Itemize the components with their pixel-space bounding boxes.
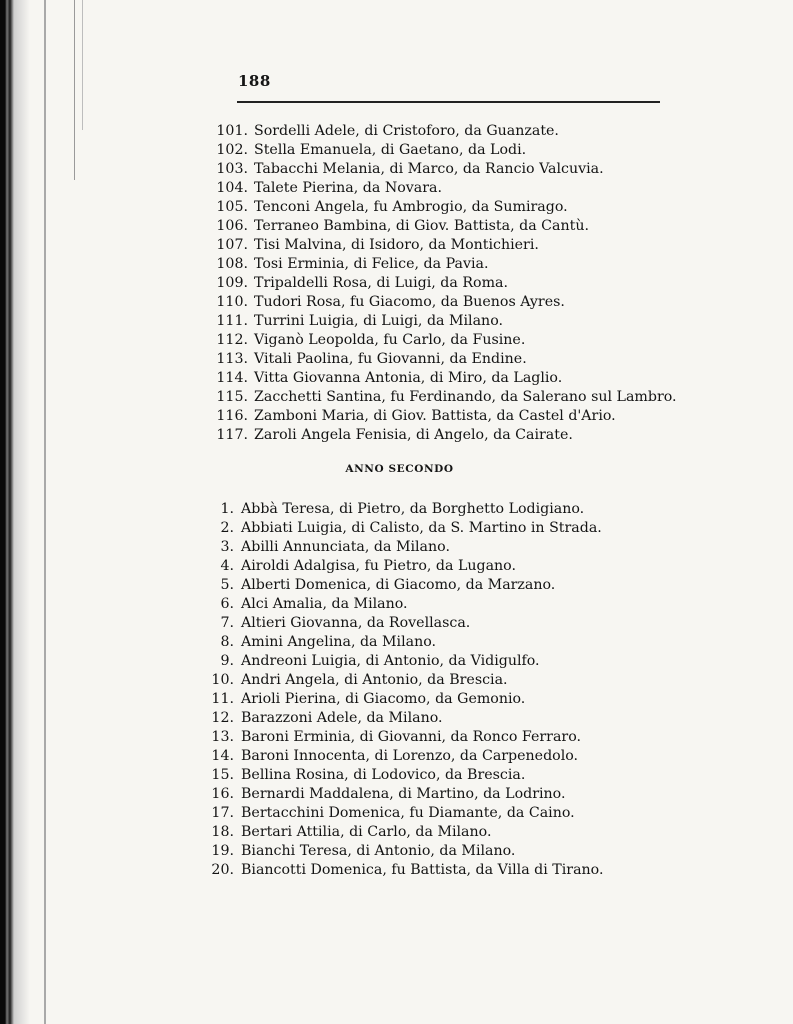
entry-number: 14. bbox=[211, 748, 234, 764]
entry-number: 114. bbox=[216, 370, 248, 386]
header-rule bbox=[237, 101, 660, 103]
entry-number: 5. bbox=[220, 577, 234, 593]
entry-number: 3. bbox=[220, 539, 234, 555]
entry-number: 106. bbox=[216, 218, 248, 234]
entry-number: 115. bbox=[216, 389, 248, 405]
list-entry bbox=[0, 160, 793, 179]
list-entry bbox=[0, 236, 793, 255]
entry-number: 16. bbox=[211, 786, 234, 802]
entry-number: 8. bbox=[220, 634, 234, 650]
entry-text: Stella Emanuela, di Gaetano, da Lodi. bbox=[254, 142, 527, 158]
list-entry bbox=[0, 842, 793, 861]
entry-number: 12. bbox=[211, 710, 234, 726]
entry-text: Tisi Malvina, di Isidoro, da Montichieri. bbox=[254, 237, 539, 253]
entry-number: 4. bbox=[220, 558, 234, 574]
entry-number: 2. bbox=[220, 520, 234, 536]
entry-text: Sordelli Adele, di Cristoforo, da Guanzate. bbox=[254, 123, 559, 139]
entry-text: Tabacchi Melania, di Marco, da Rancio Valcuvia. bbox=[254, 161, 604, 177]
list-entry bbox=[0, 861, 793, 880]
list-entry bbox=[0, 766, 793, 785]
list-entry bbox=[0, 823, 793, 842]
list-entry bbox=[0, 519, 793, 538]
list-entry bbox=[0, 141, 793, 160]
entry-text: Bellina Rosina, di Lodovico, da Brescia. bbox=[241, 767, 526, 783]
entry-number: 18. bbox=[211, 824, 234, 840]
entry-text: Andreoni Luigia, di Antonio, da Vidigulfo. bbox=[241, 653, 540, 669]
entry-text: Arioli Pierina, di Giacomo, da Gemonio. bbox=[241, 691, 526, 707]
entry-text: Airoldi Adalgisa, fu Pietro, da Lugano. bbox=[241, 558, 516, 574]
entry-number: 111. bbox=[216, 313, 248, 329]
entry-text: Alberti Domenica, di Giacomo, da Marzano. bbox=[241, 577, 556, 593]
name-list-anno-secondo bbox=[0, 500, 793, 880]
list-entry bbox=[0, 804, 793, 823]
entry-number: 10. bbox=[211, 672, 234, 688]
list-entry bbox=[0, 557, 793, 576]
entry-text: Andri Angela, di Antonio, da Brescia. bbox=[241, 672, 508, 688]
entry-text: Bernardi Maddalena, di Martino, da Lodrino. bbox=[241, 786, 566, 802]
list-entry bbox=[0, 312, 793, 331]
entry-text: Baroni Erminia, di Giovanni, da Ronco Ferraro. bbox=[241, 729, 582, 745]
list-entry bbox=[0, 538, 793, 557]
entry-number: 110. bbox=[216, 294, 248, 310]
list-entry bbox=[0, 426, 793, 445]
list-entry bbox=[0, 198, 793, 217]
entry-number: 109. bbox=[216, 275, 248, 291]
entry-number: 6. bbox=[220, 596, 234, 612]
list-entry bbox=[0, 179, 793, 198]
list-entry bbox=[0, 500, 793, 519]
list-entry bbox=[0, 274, 793, 293]
entry-number: 108. bbox=[216, 256, 248, 272]
entry-text: Altieri Giovanna, da Rovellasca. bbox=[241, 615, 471, 631]
list-entry bbox=[0, 709, 793, 728]
list-entry bbox=[0, 255, 793, 274]
entry-text: Amini Angelina, da Milano. bbox=[241, 634, 437, 650]
entry-number: 104. bbox=[216, 180, 248, 196]
entry-number: 11. bbox=[211, 691, 234, 707]
entry-number: 9. bbox=[220, 653, 234, 669]
entry-text: Bianchi Teresa, di Antonio, da Milano. bbox=[241, 843, 516, 859]
entry-text: Tripaldelli Rosa, di Luigi, da Roma. bbox=[254, 275, 509, 291]
entry-text: Baroni Innocenta, di Lorenzo, da Carpenedolo. bbox=[241, 748, 579, 764]
entry-number: 7. bbox=[220, 615, 234, 631]
entry-text: Viganò Leopolda, fu Carlo, da Fusine. bbox=[254, 332, 526, 348]
entry-text: Zaroli Angela Fenisia, di Angelo, da Cairate. bbox=[254, 427, 573, 443]
entry-number: 15. bbox=[211, 767, 234, 783]
entry-text: Zacchetti Santina, fu Ferdinando, da Salerano sul Lambro. bbox=[254, 389, 677, 405]
entry-text: Alci Amalia, da Milano. bbox=[241, 596, 408, 612]
entry-text: Bertacchini Domenica, fu Diamante, da Caino. bbox=[241, 805, 575, 821]
list-entry bbox=[0, 652, 793, 671]
entry-text: Abbà Teresa, di Pietro, da Borghetto Lodigiano. bbox=[241, 501, 585, 517]
entry-number: 107. bbox=[216, 237, 248, 253]
list-entry bbox=[0, 407, 793, 426]
entry-text: Barazzoni Adele, da Milano. bbox=[241, 710, 443, 726]
entry-text: Terraneo Bambina, di Giov. Battista, da Cantù. bbox=[254, 218, 589, 234]
entry-number: 112. bbox=[216, 332, 248, 348]
entry-text: Abbiati Luigia, di Calisto, da S. Martino in Strada. bbox=[241, 520, 602, 536]
entry-number: 117. bbox=[216, 427, 248, 443]
page-number: 188 bbox=[238, 72, 271, 90]
list-entry bbox=[0, 671, 793, 690]
list-entry bbox=[0, 388, 793, 407]
list-entry bbox=[0, 331, 793, 350]
entry-number: 1. bbox=[220, 501, 234, 517]
list-entry bbox=[0, 293, 793, 312]
entry-number: 101. bbox=[216, 123, 248, 139]
entry-text: Tosi Erminia, di Felice, da Pavia. bbox=[254, 256, 489, 272]
list-entry bbox=[0, 369, 793, 388]
entry-text: Vitta Giovanna Antonia, di Miro, da Laglio. bbox=[254, 370, 563, 386]
entry-number: 13. bbox=[211, 729, 234, 745]
entry-number: 20. bbox=[211, 862, 234, 878]
list-entry bbox=[0, 576, 793, 595]
entry-number: 103. bbox=[216, 161, 248, 177]
entry-number: 105. bbox=[216, 199, 248, 215]
entry-text: Zamboni Maria, di Giov. Battista, da Castel d'Ario. bbox=[254, 408, 616, 424]
list-entry bbox=[0, 747, 793, 766]
entry-number: 102. bbox=[216, 142, 248, 158]
list-entry bbox=[0, 785, 793, 804]
list-entry bbox=[0, 728, 793, 747]
entry-text: Biancotti Domenica, fu Battista, da Villa di Tirano. bbox=[241, 862, 604, 878]
entry-number: 19. bbox=[211, 843, 234, 859]
list-entry bbox=[0, 122, 793, 141]
entry-text: Bertari Attilia, di Carlo, da Milano. bbox=[241, 824, 492, 840]
entry-text: Tenconi Angela, fu Ambrogio, da Sumirago. bbox=[254, 199, 568, 215]
entry-text: Abilli Annunciata, da Milano. bbox=[241, 539, 450, 555]
entry-number: 113. bbox=[216, 351, 248, 367]
name-list-anno-primo bbox=[0, 122, 793, 445]
list-entry bbox=[0, 350, 793, 369]
binding-line bbox=[82, 0, 83, 130]
list-entry bbox=[0, 633, 793, 652]
entry-number: 116. bbox=[216, 408, 248, 424]
list-entry bbox=[0, 217, 793, 236]
entry-text: Talete Pierina, da Novara. bbox=[254, 180, 443, 196]
section-heading: ANNO SECONDO bbox=[345, 463, 454, 475]
list-entry bbox=[0, 614, 793, 633]
entry-number: 17. bbox=[211, 805, 234, 821]
entry-text: Tudori Rosa, fu Giacomo, da Buenos Ayres. bbox=[254, 294, 565, 310]
list-entry bbox=[0, 595, 793, 614]
entry-text: Vitali Paolina, fu Giovanni, da Endine. bbox=[254, 351, 527, 367]
entry-text: Turrini Luigia, di Luigi, da Milano. bbox=[254, 313, 503, 329]
list-entry bbox=[0, 690, 793, 709]
